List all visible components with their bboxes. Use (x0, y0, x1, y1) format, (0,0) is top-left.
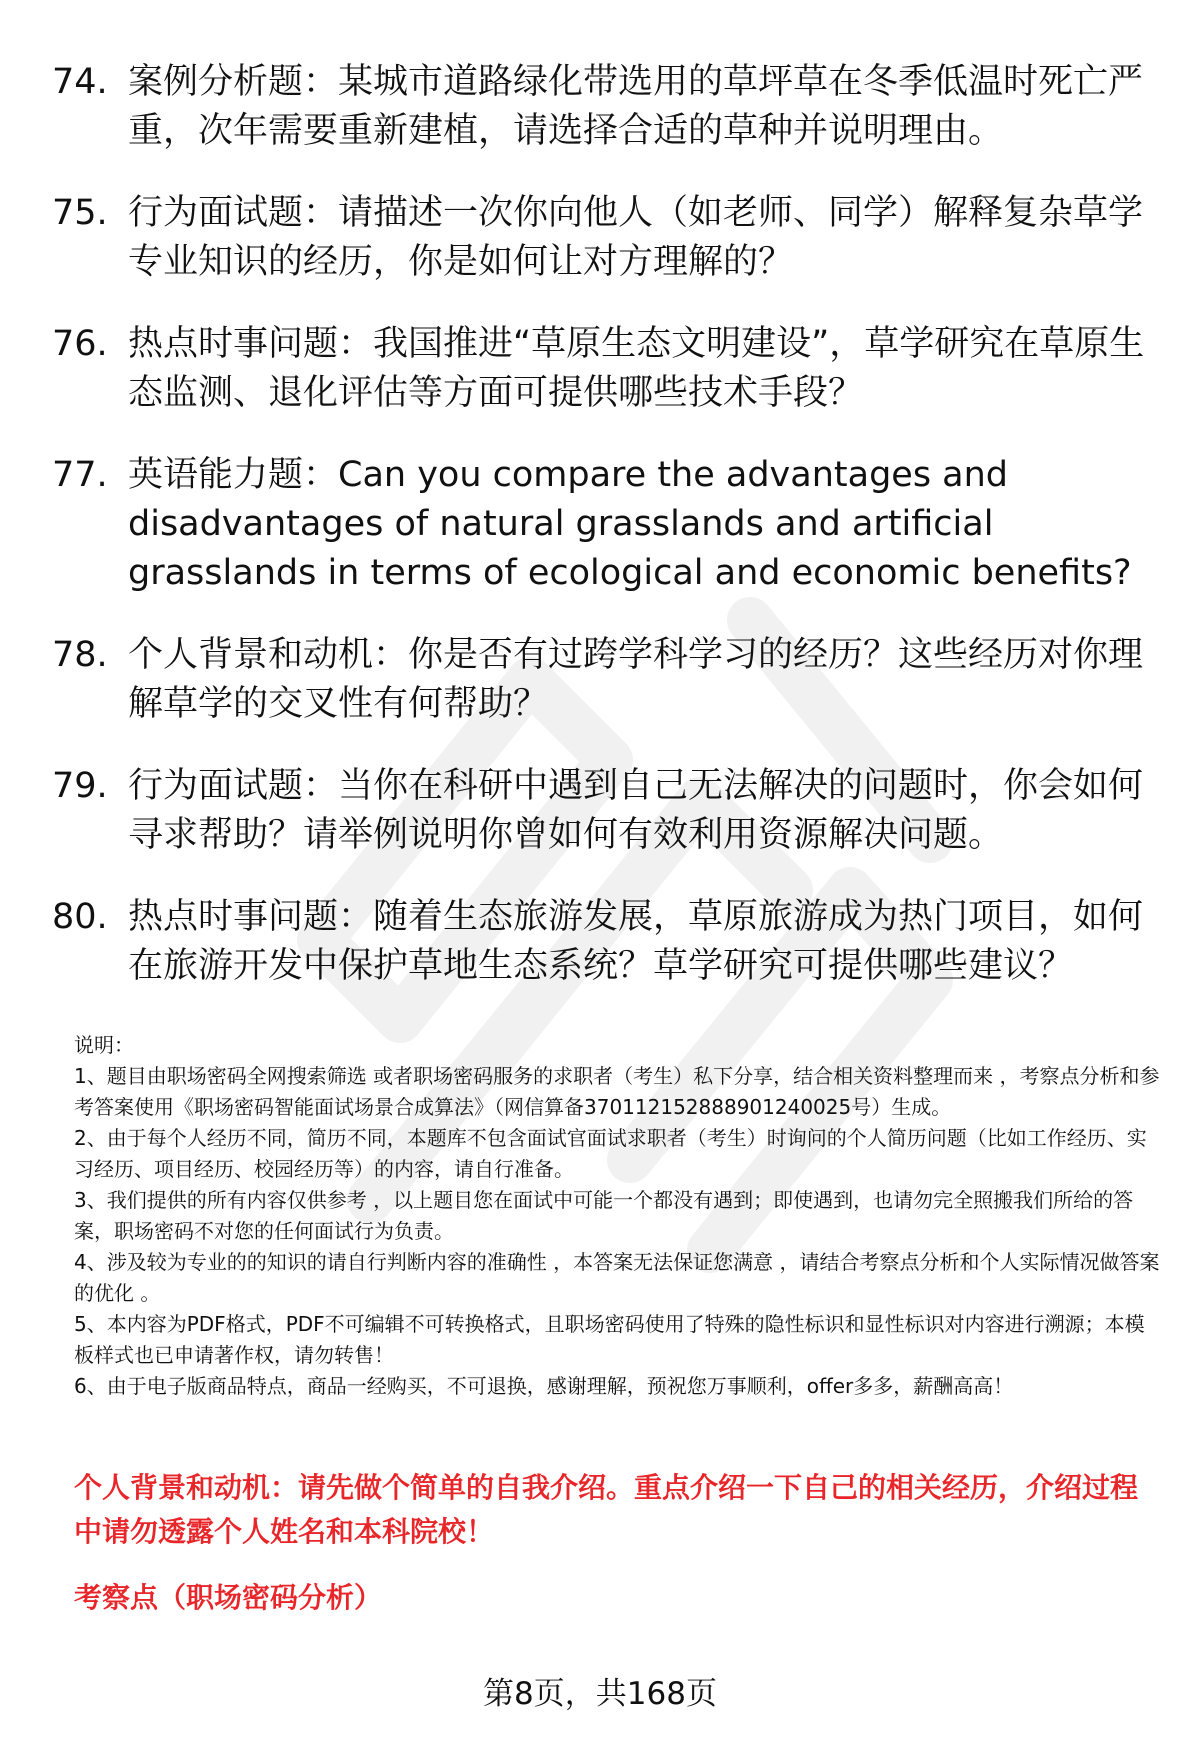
note-item: 4、涉及较为专业的的知识的请自行判断内容的准确性 ，本答案无法保证您满意 ，请结合考察点分析和个人实际情况做答案的优化 。 (74, 1250, 1160, 1305)
list-item (52, 631, 1162, 729)
note-item: 6、由于电子版商品特点，商品一经购买，不可退换，感谢理解，预祝您万事顺利，offer多多，薪酬高高！ (74, 1374, 1014, 1398)
notes-section (74, 1030, 1164, 1402)
note-item: 1、题目由职场密码全网搜索筛选 或者职场密码服务的求职者（考生）私下分享，结合相关资料整理而来 ，考察点分析和参考答案使用《职场密码智能面试场景合成算法》（网信算备370112152888901240025号）生成。 (74, 1064, 1160, 1119)
question-number: 79. (52, 766, 108, 806)
analysis-label: 考察点（职场密码分析） (74, 1581, 383, 1614)
question-number: 76. (52, 324, 108, 364)
list-item (52, 320, 1162, 418)
question-number: 74. (52, 62, 108, 102)
list-item (52, 893, 1162, 991)
question-number: 75. (52, 193, 108, 233)
question-text: 行为面试题：请描述一次你向他人（如老师、同学）解释复杂草学专业知识的经历，你是如何让对方理解的？ (128, 193, 1144, 282)
question-text: 热点时事问题：随着生态旅游发展，草原旅游成为热门项目，如何在旅游开发中保护草地生态系统？草学研究可提供哪些建议？ (128, 897, 1144, 986)
highlight-question: 个人背景和动机：请先做个简单的自我介绍。重点介绍一下自己的相关经历，介绍过程中请勿透露个人姓名和本科院校！ (74, 1471, 1139, 1548)
note-item: 2、由于每个人经历不同，简历不同，本题库不包含面试官面试求职者（考生）时询问的个人简历问题（比如工作经历、实习经历、项目经历、校园经历等）的内容，请自行准备。 (74, 1126, 1147, 1181)
list-item (52, 451, 1162, 598)
question-text: 行为面试题：当你在科研中遇到自己无法解决的问题时，你会如何寻求帮助？请举例说明你曾如何有效利用资源解决问题。 (128, 766, 1144, 855)
question-text: 案例分析题：某城市道路绿化带选用的草坪草在冬季低温时死亡严重，次年需要重新建植，请选择合适的草种并说明理由。 (128, 62, 1144, 151)
note-item: 5、本内容为PDF格式，PDF不可编辑不可转换格式，且职场密码使用了特殊的隐性标识和显性标识对内容进行溯源；本模板样式也已申请著作权，请勿转售！ (74, 1312, 1145, 1367)
question-list (52, 58, 1162, 1024)
question-number: 80. (52, 897, 108, 937)
page-number: 第8页，共168页 (483, 1676, 717, 1712)
question-number: 78. (52, 635, 108, 675)
list-item (52, 58, 1162, 156)
list-item (52, 762, 1162, 860)
question-text: 个人背景和动机：你是否有过跨学科学习的经历？这些经历对你理解草学的交叉性有何帮助？ (128, 635, 1144, 724)
question-number: 77. (52, 455, 108, 495)
notes-heading: 说明： (74, 1033, 134, 1057)
note-item: 3、我们提供的所有内容仅供参考 ，以上题目您在面试中可能一个都没有遇到；即使遇到，也请勿完全照搬我们所给的答案，职场密码不对您的任何面试行为负责。 (74, 1188, 1134, 1243)
question-text: 英语能力题：Can you compare the advantages and disadvantages of natural grasslands and artificial grasslands in terms of ecological and economic benefits? (128, 455, 1132, 593)
question-text: 热点时事问题：我国推进“草原生态文明建设”，草学研究在草原生态监测、退化评估等方面可提供哪些技术手段？ (128, 324, 1145, 413)
list-item (52, 189, 1162, 287)
